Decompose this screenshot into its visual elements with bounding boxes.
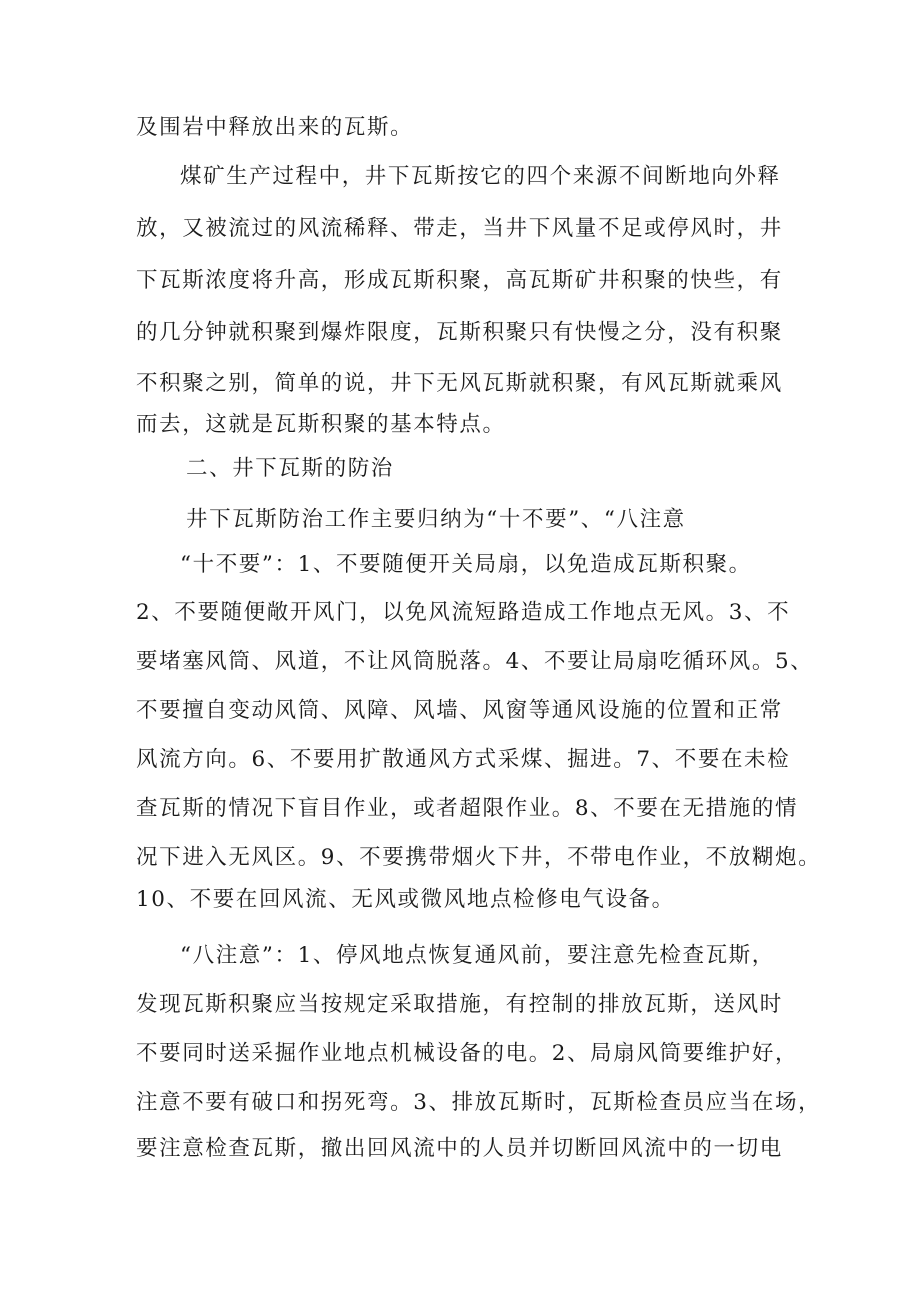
text-line: 发现瓦斯积聚应当按规定采取措施，有控制的排放瓦斯，送风时 — [136, 992, 783, 1017]
text-line: 不积聚之别，简单的说，井下无风瓦斯就积聚，有风瓦斯就乘风 — [136, 371, 783, 396]
text-line: 下瓦斯浓度将升高，形成瓦斯积聚，高瓦斯矿井积聚的快些，有 — [136, 268, 783, 293]
text-line: “十不要”：1、不要随便开关局扇，以免造成瓦斯积聚。 — [180, 552, 752, 577]
text-line: 况下进入无风区。9、不要携带烟火下井，不带电作业，不放糊炮。 — [136, 845, 822, 870]
text-line: 及围岩中释放出来的瓦斯。 — [136, 115, 414, 140]
text-line: 风流方向。6、不要用扩散通风方式采煤、掘进。7、不要在未检 — [136, 747, 791, 772]
text-line: 查瓦斯的情况下盲目作业，或者超限作业。8、不要在无措施的情 — [136, 796, 799, 821]
text-line: 煤矿生产过程中，井下瓦斯按它的四个来源不间断地向外释 — [180, 164, 781, 189]
text-line: “八注意”：1、停风地点恢复通风前，要注意先检查瓦斯， — [180, 943, 775, 968]
text-line: 2、不要随便敞开风门，以免风流短路造成工作地点无风。3、不 — [136, 600, 791, 625]
text-line: 10、不要在回风流、无风或微风地点检修电气设备。 — [136, 887, 675, 912]
text-line: 要注意检查瓦斯，撤出回风流中的人员并切断回风流中的一切电 — [136, 1136, 783, 1161]
text-line: 井下瓦斯防治工作主要归纳为“十不要”、“八注意 — [186, 507, 686, 532]
text-line: 注意不要有破口和拐死弯。3、排放瓦斯时，瓦斯检查员应当在场， — [136, 1090, 822, 1115]
text-line: 放，又被流过的风流稀释、带走，当井下风量不足或停风时，井 — [136, 216, 783, 241]
text-line: 的几分钟就积聚到爆炸限度，瓦斯积聚只有快慢之分，没有积聚 — [136, 320, 783, 345]
text-line: 而去，这就是瓦斯积聚的基本特点。 — [136, 412, 506, 437]
text-line: 要堵塞风筒、风道，不让风筒脱落。4、不要让局扇吃循环风。5、 — [136, 649, 814, 674]
text-line: 不要擅自变动风筒、风障、风墙、风窗等通风设施的位置和正常 — [136, 698, 783, 723]
section-heading: 二、井下瓦斯的防治 — [186, 456, 394, 481]
text-line: 不要同时送采掘作业地点机械设备的电。2、局扇风筒要维护好， — [136, 1041, 799, 1066]
